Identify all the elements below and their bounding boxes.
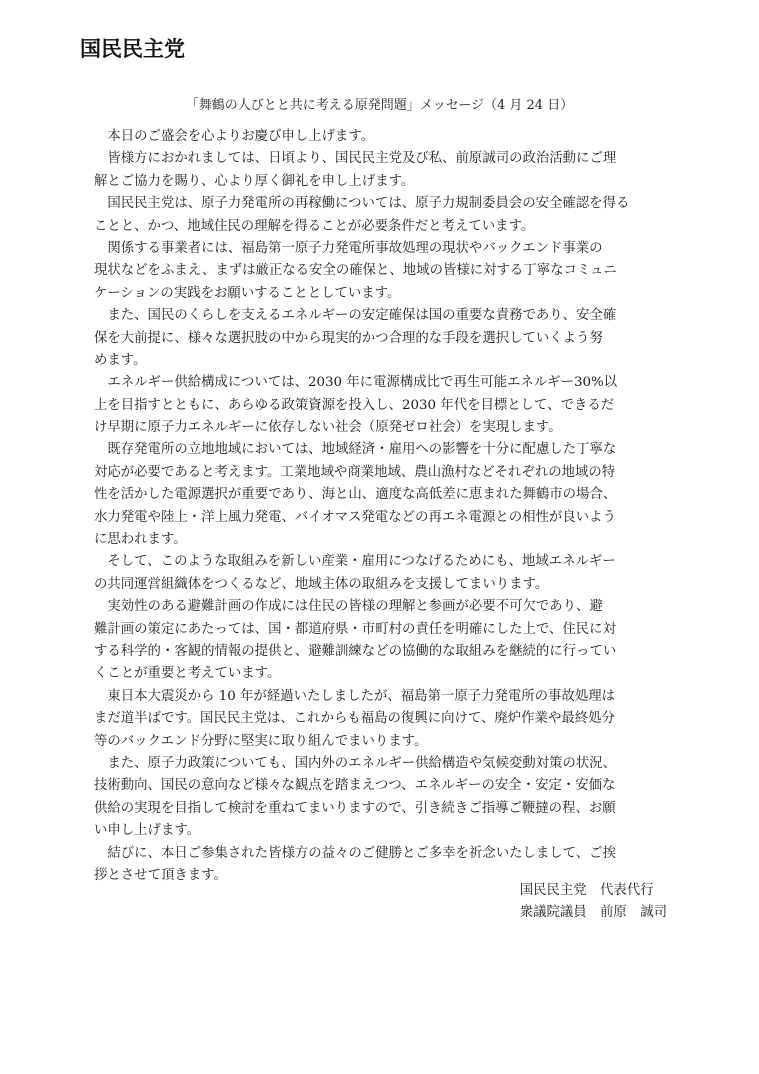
body-line: け早期に原子力エネルギーに依存しない社会（原発ゼロ社会）を実現します。 (94, 420, 562, 436)
party-name-header: 国民民主党 (80, 37, 185, 61)
body-line: 東日本大震災から 10 年が経過いたしましたが、福島第一原子力発電所の事故処理は (94, 688, 616, 704)
body-line: する科学的・客観的情報の提供と、避難訓練などの協働的な取組みを継続的に行ってい (94, 643, 617, 659)
body-line: 技術動向、国民の意向など様々な観点を踏まえつつ、エネルギーの安全・安定・安価な (94, 778, 616, 794)
document-title: 「舞鶴の人びとと共に考える原発問題」メッセージ（4 月 24 日） (185, 98, 574, 113)
body-line: めます。 (94, 352, 147, 368)
body-line: 難計画の策定にあたっては、国・都道府県・市町村の責任を明確にした上で、住民に対 (94, 621, 616, 637)
body-line: に思われます。 (94, 532, 187, 548)
signature-title: 国民民主党 代表代行 (519, 883, 654, 898)
body-line: まだ道半ばです。国民民主党は、これからも福島の復興に向けて、廃炉作業や最終処分 (94, 711, 615, 727)
message-body (94, 126, 672, 887)
body-line: 本日のご盛会を心よりお慶び申し上げます。 (94, 129, 375, 144)
body-line: 保を大前提に、様々な選択肢の中から現実的かつ合理的な手段を選択していくよう努 (94, 330, 603, 346)
body-line: 現状などをふまえ、まずは厳正なる安全の確保と、地域の皆様に対する丁寧なコミュニ (94, 263, 617, 279)
body-line: また、国民のくらしを支えるエネルギーの安定確保は国の重要な責務であり、安全確 (94, 308, 617, 324)
body-line: ケーションの実践をお願いすることとしています。 (94, 285, 401, 301)
body-line: エネルギー供給構成については、2030 年に電源構成比で再生可能エネルギー30%以 (94, 375, 618, 391)
body-line: 拶とさせて頂きます。 (94, 867, 227, 883)
body-line: また、原子力政策についても、国内外のエネルギー供給構造や気候変動対策の状況、 (94, 755, 616, 771)
body-line: の共同運営組織体をつくるなど、地域主体の取組みを支援してまいります。 (94, 576, 549, 592)
body-line: い申し上げます。 (94, 823, 201, 839)
body-line: 等のバックエンド分野に堅実に取り組んでまいります。 (94, 733, 428, 749)
body-line: 対応が必要であると考えます。工業地域や商業地域、農山漁村などそれぞれの地域の特 (94, 464, 616, 480)
body-line: 国民民主党は、原子力発電所の再稼働については、原子力規制委員会の安全確認を得る (94, 196, 630, 212)
body-line: 皆様方におかれましては、日頃より、国民民主党及び私、前原誠司の政治活動にご理 (94, 151, 617, 167)
body-line: そして、このような取組みを新しい産業・雇用につなげるためにも、地域エネルギー (94, 554, 616, 570)
body-line: 関係する事業者には、福島第一原子力発電所事故処理の現状やバックエンド事業の (94, 240, 603, 256)
body-line: 水力発電や陸上・洋上風力発電、バイオマス発電などの再エネ電源との相性が良いよう (94, 509, 616, 525)
body-line: 実効性のある避難計画の作成には住民の皆様の理解と参画が必要不可欠であり、避 (94, 599, 603, 615)
signature-block (520, 880, 667, 925)
body-line: 供給の実現を目指して検討を重ねてまいりますので、引き続きご指導ご鞭撻の程、お願 (94, 800, 616, 816)
body-line: 性を活かした電源選択が重要であり、海と山、適度な高低差に恵まれた舞鶴市の場合、 (94, 487, 617, 503)
body-line: 結びに、本日ご参集された皆様方の益々のご健勝とご多幸を祈念いたしまして、ご挨 (94, 845, 616, 861)
body-line: 解とご協力を賜り、心より厚く御礼を申し上げます。 (94, 173, 415, 189)
body-line: ことと、かつ、地域住民の理解を得ることが必要条件だと考えています。 (94, 218, 535, 234)
signature-name: 衆議院議員 前原 誠司 (519, 905, 667, 921)
body-line: くことが重要と考えています。 (94, 666, 281, 682)
body-line: 既存発電所の立地地域においては、地域経済・雇用への影響を十分に配慮した丁寧な (94, 442, 617, 458)
body-line: 上を目指すとともに、あらゆる政策資源を投入し、2030 年代を目標として、できるだ (94, 397, 615, 413)
